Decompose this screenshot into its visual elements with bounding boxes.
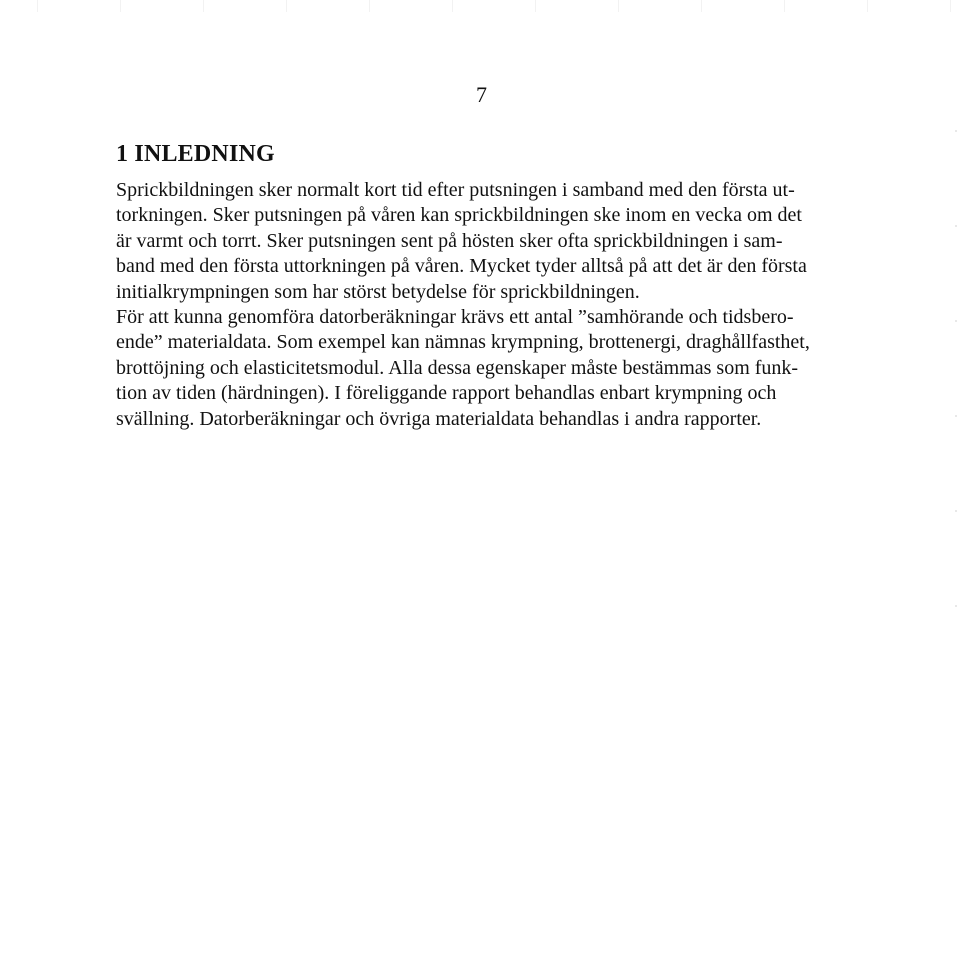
paragraph-line: ende” materialdata. Som exempel kan nämnas krympning, brottenergi, draghållfasthet, [116, 331, 810, 354]
paragraph-materialdata [116, 305, 810, 432]
paragraph-line: Sprickbildningen sker normalt kort tid efter putsningen i samband med den första ut- [116, 179, 795, 201]
paragraph-line: brottöjning och elasticitetsmodul. Alla dessa egenskaper måste bestämmas som funk- [116, 356, 799, 379]
scan-artifact-edge [955, 90, 957, 610]
paragraph-line: tion av tiden (härdningen). I föreliggande rapport behandlas enbart krympning och [116, 382, 777, 405]
paragraph-line: initialkrympningen som har störst betydelse för sprickbildningen. [116, 280, 640, 303]
paragraph-intro [116, 178, 807, 305]
paragraph-line: är varmt och torrt. Sker putsningen sent på hösten sker ofta sprickbildningen i sam- [116, 229, 783, 252]
paragraph-line: svällning. Datorberäkningar och övriga materialdata behandlas i andra rapporter. [116, 407, 762, 430]
scan-artifact-top [0, 0, 960, 12]
chapter-title: 1 INLEDNING [116, 141, 275, 167]
page-number: 7 [476, 82, 487, 107]
paragraph-line: band med den första uttorkningen på våren. Mycket tyder alltså på att det är den första [116, 255, 807, 278]
paragraph-line: torkningen. Sker putsningen på våren kan sprickbildningen ske inom en vecka om det [116, 204, 802, 227]
paragraph-line: För att kunna genomföra datorberäkningar krävs ett antal ”samhörande och tidsbero- [116, 306, 794, 328]
